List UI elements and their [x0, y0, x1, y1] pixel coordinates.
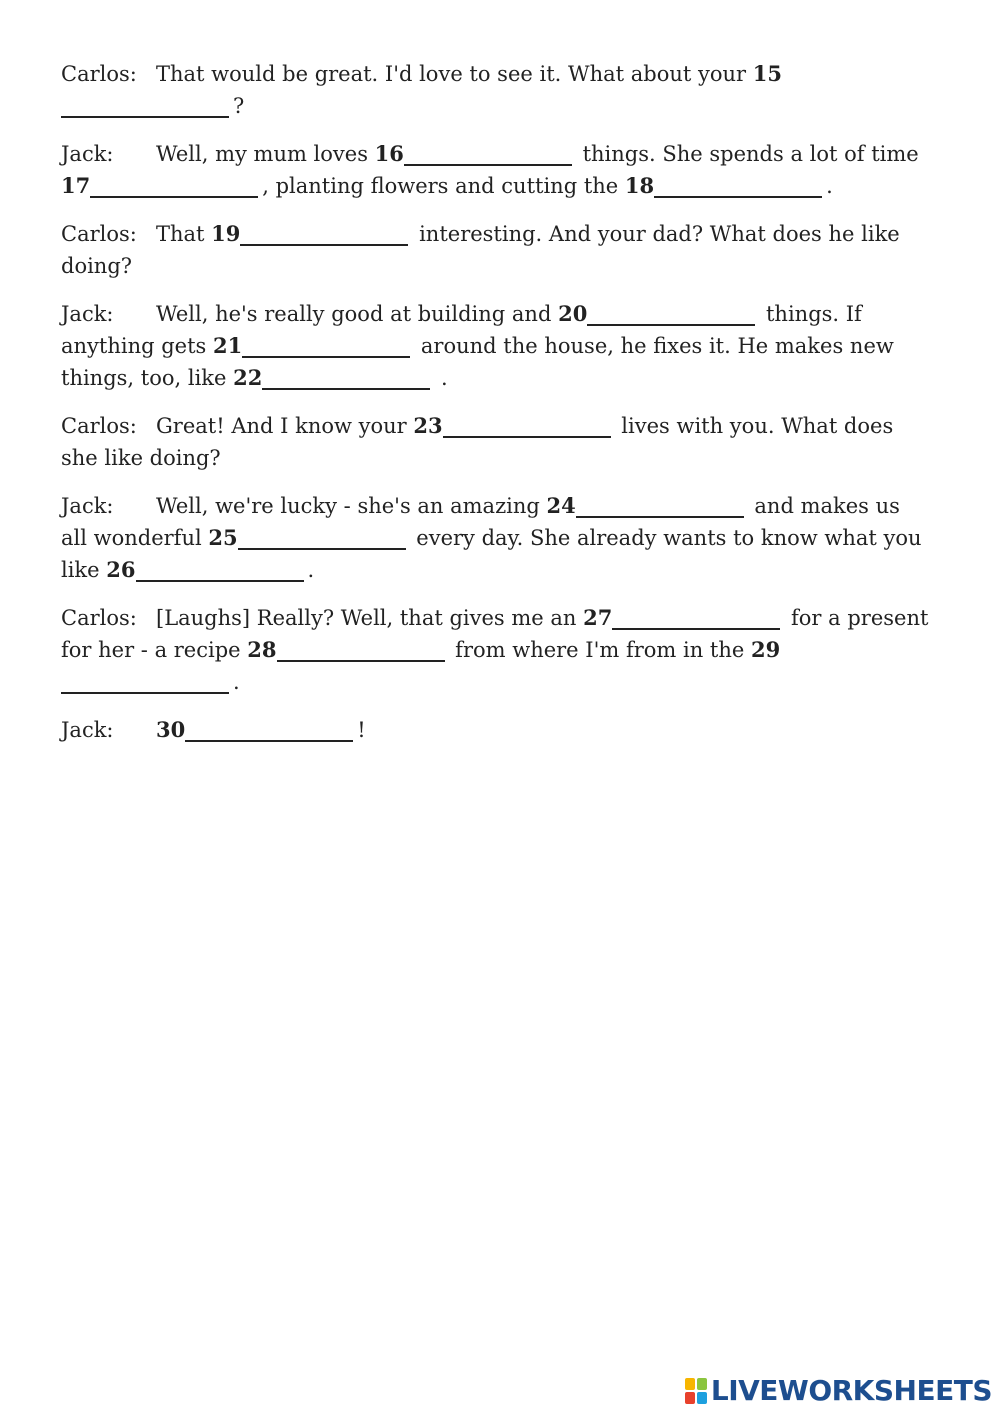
blank-number: 19 [211, 221, 241, 246]
dialogue-text: That would be great. I'd love to see it. What about your [156, 62, 753, 86]
dialogue-text: things. If anything gets [61, 302, 862, 358]
answer-blank-16[interactable] [404, 144, 572, 166]
dialogue-text: Well, my mum loves [156, 142, 375, 166]
speaker-label: Jack: [61, 494, 114, 518]
liveworksheets-logo-icon [685, 1378, 707, 1404]
dialogue-text: . [826, 174, 833, 198]
answer-blank-21[interactable] [242, 336, 410, 358]
answer-blank-30[interactable] [185, 720, 353, 742]
worksheet-dialogue [61, 58, 931, 762]
dialogue-text: and makes us all wonderful [61, 494, 900, 550]
dialogue-text: . [233, 670, 240, 694]
blank-number: 29 [750, 637, 781, 662]
dialogue-text: ! [357, 718, 366, 742]
dialogue-line [61, 218, 931, 282]
speaker-label: Carlos: [61, 62, 137, 86]
dialogue-text: [Laughs] Really? Well, that gives me an [156, 606, 584, 630]
blank-number: 25 [208, 525, 238, 550]
answer-blank-15[interactable] [61, 96, 229, 118]
answer-blank-19[interactable] [240, 224, 408, 246]
dialogue-line [61, 58, 931, 122]
answer-blank-28[interactable] [277, 640, 445, 662]
speaker-label: Jack: [61, 718, 114, 742]
blank-number: 26 [106, 557, 136, 582]
dialogue-text: Well, he's really good at building and [156, 302, 559, 326]
speaker-label: Jack: [61, 142, 114, 166]
blank-number: 23 [413, 413, 443, 438]
dialogue-text: every day. She already wants to know what you like [61, 526, 922, 582]
answer-blank-24[interactable] [576, 496, 744, 518]
dialogue-text: interesting. And your dad? What does he like doing? [61, 222, 900, 278]
blank-number: 22 [233, 365, 263, 390]
dialogue-text: Great! And I know your [156, 414, 414, 438]
answer-blank-23[interactable] [443, 416, 611, 438]
dialogue-text: around the house, he fixes it. He makes new things, too, like [61, 334, 894, 390]
dialogue-line [61, 490, 931, 586]
dialogue-line [61, 602, 931, 698]
speaker-label: Jack: [61, 302, 114, 326]
blank-number: 20 [558, 301, 588, 326]
dialogue-text: from where I'm from in the [448, 638, 751, 662]
dialogue-line [61, 298, 931, 394]
blank-number: 30 [156, 717, 186, 742]
dialogue-text: things. She spends a lot of time [575, 142, 919, 166]
answer-blank-26[interactable] [136, 560, 304, 582]
blank-number: 17 [61, 173, 91, 198]
answer-blank-29[interactable] [61, 672, 229, 694]
answer-blank-25[interactable] [238, 528, 406, 550]
speaker-label: Carlos: [61, 606, 137, 630]
dialogue-text: . [307, 558, 315, 582]
blank-number: 15 [752, 61, 782, 86]
blank-number: 16 [374, 141, 404, 166]
blank-number: 21 [213, 333, 243, 358]
blank-number: 18 [624, 173, 655, 198]
liveworksheets-logo[interactable] [685, 1375, 992, 1407]
dialogue-text: lives with you. What does she like doing? [61, 414, 894, 470]
speaker-label: Carlos: [61, 414, 137, 438]
answer-blank-27[interactable] [612, 608, 780, 630]
speaker-label: Carlos: [61, 222, 137, 246]
blank-number: 24 [546, 493, 576, 518]
answer-blank-20[interactable] [587, 304, 755, 326]
answer-blank-22[interactable] [262, 368, 430, 390]
dialogue-text: Well, we're lucky - she's an amazing [156, 494, 547, 518]
dialogue-line [61, 138, 931, 202]
dialogue-text: ? [233, 94, 245, 118]
dialogue-text: for a present for her - a recipe [61, 606, 929, 662]
brand-name: LIVEWORKSHEETS [710, 1374, 992, 1407]
dialogue-line [61, 714, 931, 746]
answer-blank-18[interactable] [654, 176, 822, 198]
blank-number: 27 [583, 605, 613, 630]
blank-number: 28 [247, 637, 277, 662]
dialogue-text: . [434, 366, 448, 390]
dialogue-text: , planting flowers and cutting the [262, 174, 625, 198]
dialogue-text: That [156, 222, 212, 246]
dialogue-line [61, 410, 931, 474]
answer-blank-17[interactable] [90, 176, 258, 198]
